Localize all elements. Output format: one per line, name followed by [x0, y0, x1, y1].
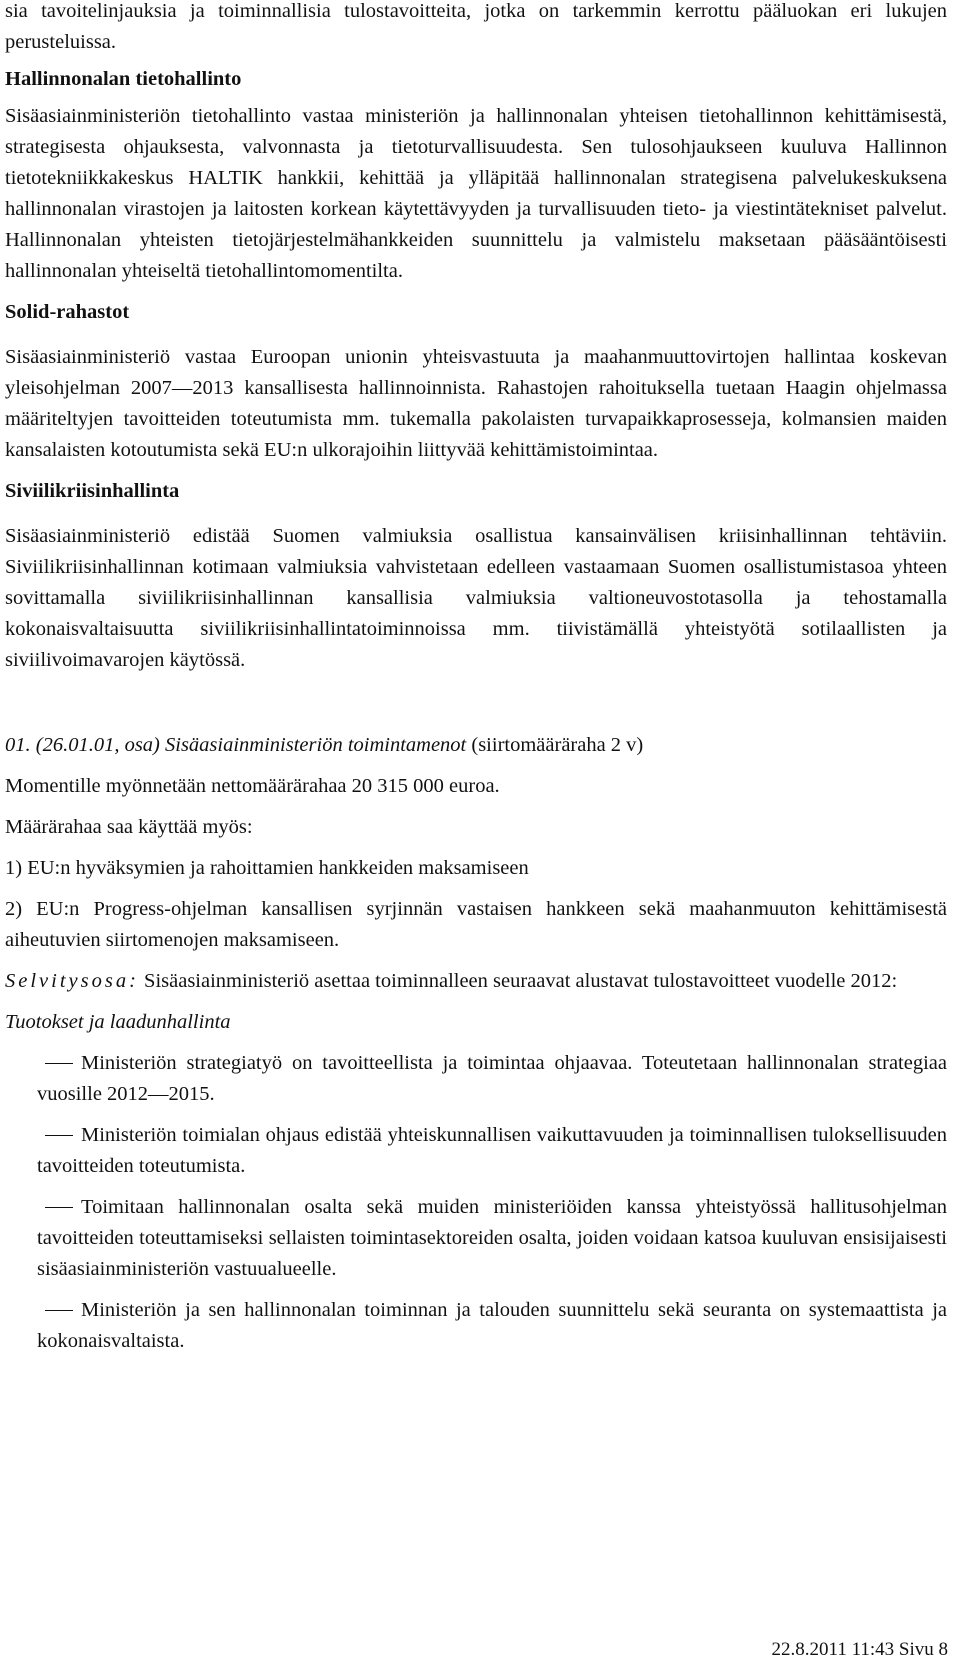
- selvitysosa-label: Selvitysosa:: [5, 970, 139, 992]
- goal-text: Ministeriön strategiatyö on tavoitteellista ja toimintaa ohjaavaa. Toteutetaan hallinnonalan strategiaa vuosille 2012—2015.: [37, 1052, 947, 1105]
- goal-item: [37, 1120, 947, 1182]
- em-dash: [45, 1135, 73, 1136]
- selvitysosa-paragraph: [5, 966, 947, 997]
- moment-title-italic: 01. (26.01.01, osa) Sisäasiainministeriön toimintamenot: [5, 734, 467, 756]
- goal-item: [37, 1192, 947, 1285]
- paragraph-siviilikriisinhallinta: Sisäasiainministeriö edistää Suomen valmiuksia osallistua kansainvälisen kriisinhallinnan tehtäviin. Siviilikriisinhallinnan kotimaan valmiuksia vahvistetaan edelleen vastaamaan Suomen osallistumistasoa yhteen sovittamalla siviilikriisinhallinnan kansallisia valmiuksia valtioneuvostotasolla ja tehostamalla kokonaisvaltaisuutta siviilikriisinhallintatoiminnoissa mm. tiivistämällä yhteistyötä sotilaallisten ja siviilivoimavarojen käytössä.: [5, 525, 947, 671]
- moment-usage-item-1: 1) EU:n hyväksymien ja rahoittamien hankkeiden maksamiseen: [5, 857, 529, 879]
- em-dash: [45, 1207, 73, 1208]
- moment-usage-intro: Määrärahaa saa käyttää myös:: [5, 816, 253, 838]
- selvitysosa-text: Sisäasiainministeriö asettaa toiminnalleen seuraavat alustavat tulostavoitteet vuodelle 2012:: [138, 970, 898, 992]
- subheading-tuotokset: Tuotokset ja laadunhallinta: [5, 1011, 231, 1033]
- page-footer: 22.8.2011 11:43 Sivu 8: [771, 1639, 948, 1660]
- goal-text: Ministeriön toimialan ohjaus edistää yhteiskunnallisen vaikuttavuuden ja toiminnallisen tuloksellisuuden tavoitteiden toteutumista.: [37, 1124, 947, 1177]
- goal-text: Toimitaan hallinnonalan osalta sekä muiden ministeriöiden kanssa yhteistyössä hallitusohjelman tavoitteiden toteuttamiseksi sellaisten toimintasektoreiden osalta, joiden voidaan katsoa kuuluvan ensisijaisesti sisäasiainministeriön vastuualueelle.: [37, 1196, 947, 1280]
- goal-text: Ministeriön ja sen hallinnonalan toiminnan ja talouden suunnittelu sekä seuranta on systemaattista ja kokonaisvaltaista.: [37, 1299, 947, 1352]
- heading-tietohallinto: Hallinnonalan tietohallinto: [5, 68, 242, 90]
- paragraph-tietohallinto: Sisäasiainministeriön tietohallinto vastaa ministeriön ja hallinnonalan yhteisen tietohallinnon kehittämisestä, strategisesta ohjauksesta, valvonnasta ja tietoturvallisuudesta. Sen tulosohjaukseen kuuluva Hallinnon tietotekniikkakeskus HALTIK hankkii, kehittää ja ylläpitää hallinnonalan strategisena palvelukeskuksena hallinnonalan virastojen ja laitosten korkean käytettävyyden ja turvallisuuden tieto- ja viestintätekniset palvelut. Hallinnonalan yhteisten tietojärjestelmähankkeiden suunnittelu ja valmistelu maksetaan pääsääntöisesti hallinnonalan yhteiseltä tietohallintomomentilta.: [5, 105, 947, 282]
- moment-title: [5, 730, 947, 761]
- moment-usage-item-2: 2) EU:n Progress-ohjelman kansallisen syrjinnän vastaisen hankkeen sekä maahanmuuton kehittämisestä aiheutuvien siirtomenojen maksamiseen.: [5, 898, 947, 951]
- em-dash: [45, 1063, 73, 1064]
- heading-solid-rahastot: Solid-rahastot: [5, 301, 130, 323]
- moment-title-suffix: (siirtomääräraha 2 v): [466, 734, 644, 756]
- em-dash: [45, 1310, 73, 1311]
- goal-item: [37, 1048, 947, 1110]
- heading-siviilikriisinhallinta: Siviilikriisinhallinta: [5, 480, 180, 502]
- paragraph-solid-rahastot: Sisäasiainministeriö vastaa Euroopan unionin yhteisvastuuta ja maahanmuuttovirtojen hallintaa koskevan yleisohjelman 2007—2013 kansallisesta hallinnoinnista. Rahastojen rahoituksella tuetaan Haagin ohjelmassa määriteltyjen tavoitteiden toteutumista mm. tukemalla pakolaisten turvapaikkaprosesseja, kolmansien maiden kansalaisten kotoutumista sekä EU:n ulkorajoihin liittyvää kehittämistoimintaa.: [5, 346, 947, 461]
- intro-paragraph: sia tavoitelinjauksia ja toiminnallisia tulostavoitteita, jotka on tarkemmin kerrottu pääluokan eri lukujen perusteluissa.: [5, 0, 947, 53]
- moment-amount: Momentille myönnetään nettomäärärahaa 20 315 000 euroa.: [5, 775, 500, 797]
- document-body: [5, 0, 947, 1357]
- goal-item: [37, 1295, 947, 1357]
